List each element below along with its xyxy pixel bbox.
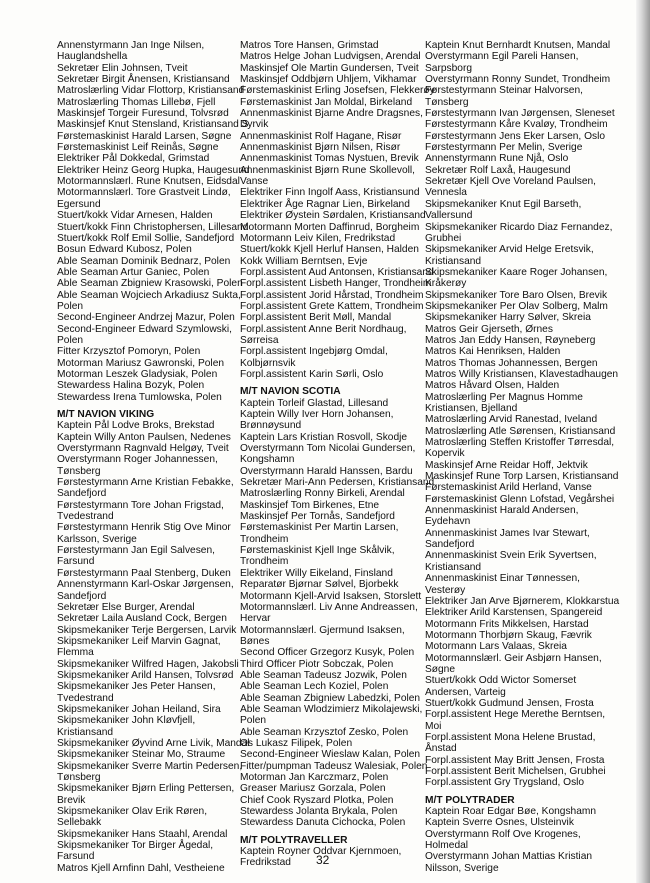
- text-line: Skipsmekaniker Arild Hansen, Tolvsrød: [57, 669, 234, 681]
- text-line: Vennesla: [425, 187, 467, 199]
- text-line: Tønsberg: [57, 772, 101, 783]
- text-line: Forpl.assistent Ingebjørg Omdal,: [240, 346, 388, 358]
- text-line: Polen: [57, 334, 84, 346]
- page-number: 32: [316, 853, 330, 867]
- text-line: Førstestyrmann Ivan Jørgensen, Sleneset: [425, 108, 615, 120]
- text-line: Kaptein Royner Oddvar Kjernmoen,: [240, 846, 402, 858]
- text-line: Førstestyrmann Per Melin, Sverige: [425, 142, 583, 154]
- text-line: Annenmaskinist Tomas Nystuen, Brevik: [240, 153, 419, 165]
- text-line: Matros Tore Hansen, Grimstad: [240, 40, 379, 51]
- text-line: Matroslærling Atle Sørensen, Kristiansand: [425, 425, 616, 437]
- text-line: Fitter Krzysztof Pomoryn, Polen: [57, 346, 201, 358]
- text-line: Skipsmekaniker Hans Staahl, Arendal: [57, 828, 228, 840]
- text-line: Stuert/kokk Odd Wictor Somerset: [425, 675, 577, 687]
- text-line: Overstyrmann Egil Pareli Hansen,: [425, 51, 579, 63]
- text-line: Eydehavn: [425, 516, 471, 528]
- text-line: Førstemaskinist Per Martin Larsen,: [240, 522, 399, 534]
- text-line: Stuert/kokk Finn Christophersen, Lillesand: [57, 221, 249, 233]
- text-line: Stewardess Jolanta Brykala, Polen: [240, 806, 398, 818]
- text-line: Førstestyrmann Jens Eker Larsen, Oslo: [425, 130, 606, 142]
- text-line: Second-Engineer Edward Szymlowski,: [57, 323, 232, 335]
- text-line: Matros Kjell Arnfinn Dahl, Vestheiene: [57, 862, 225, 874]
- text-line: Able Seaman Zbigniew Krasowski, Polen: [57, 278, 243, 290]
- text-line: Matroslærling Ronny Birkeli, Arendal: [240, 488, 405, 500]
- text-column-3: [425, 40, 625, 874]
- text-line: Sekretær Elin Johnsen, Tveit: [57, 62, 188, 74]
- text-line: Elektriker Heinz Georg Hupka, Haugesund: [57, 164, 250, 176]
- text-line: Stewardess Danuta Cichocka, Polen: [240, 817, 406, 829]
- text-line: Forpl.assistent Grete Kattem, Trondheim: [240, 300, 424, 312]
- text-line: Holmedal: [425, 840, 469, 852]
- text-line: Sandefjord: [57, 488, 107, 500]
- text-line: Matros Helge Johan Ludvigsen, Arendal: [240, 51, 421, 63]
- text-line: Skipsmekaniker Kaare Roger Johansen,: [425, 266, 608, 278]
- text-line: Maskinsjef Ole Martin Gundersen, Tveit: [240, 62, 419, 74]
- text-line: Elektriker Willy Eikeland, Finsland: [240, 567, 393, 579]
- text-line: Motormann Kjell-Arvid Isaksen, Storslett: [240, 590, 422, 602]
- text-line: Kristiansen, Bjelland: [425, 403, 518, 414]
- text-line: Stewardess Halina Bozyk, Polen: [57, 380, 205, 392]
- text-line: Polen: [57, 300, 84, 312]
- text-line: Annenmaskinist Bjarne Andre Dragsnes,: [240, 108, 423, 120]
- text-line: Kaptein Sverre Osnes, Ulsteinvik: [425, 817, 574, 829]
- text-line: Nilsson, Sverige: [425, 862, 499, 874]
- text-line: Overstyrmann Johan Mattias Kristian: [425, 851, 593, 863]
- text-line: Able Seaman Krzysztof Zesko, Polen: [240, 726, 409, 738]
- text-line: Matroslærling Arvid Ranestad, Iveland: [425, 414, 598, 426]
- text-line: Forpl.assistent May Britt Jensen, Frosta: [425, 754, 605, 766]
- text-line: Kaptein Pål Lodve Broks, Brekstad: [57, 420, 215, 432]
- text-line: Andersen, Varteig: [425, 686, 506, 698]
- text-line: Skipsmekaniker Harry Sølver, Skreia: [425, 312, 591, 324]
- text-line: Forpl.assistent Aud Antonsen, Kristiansand: [240, 266, 434, 278]
- text-line: Førstestyrmann Paal Stenberg, Duken: [57, 567, 231, 579]
- text-line: Annenmaskinist Rolf Hagane, Risør: [240, 130, 402, 142]
- text-line: Elektriker Åge Ragnar Lien, Birkeland: [240, 198, 410, 210]
- text-line: Reparatør Bjørnar Sølvel, Bjorbekk: [240, 579, 399, 591]
- text-line: Førstemaskinist Arild Herland, Vanse: [425, 482, 592, 494]
- text-line: Førstemaskinist Erling Josefsen, Flekkerøy: [240, 85, 435, 97]
- text-line: Kaptein Roar Edgar Bøe, Kongshamn: [425, 806, 597, 818]
- text-line: Førstestyrmann Henrik Stig Ove Minor: [57, 522, 231, 534]
- text-line: Able Seaman Artur Ganiec, Polen: [57, 266, 210, 278]
- text-line: Maskinsjef Oddbjørn Uhljem, Vikhamar: [240, 74, 417, 86]
- text-line: Egersund: [57, 198, 101, 210]
- text-line: Maskinsjef Knut Stensland, Kristiansand S: [57, 119, 249, 131]
- text-line: Brønnøysund: [240, 420, 302, 432]
- text-line: Forpl.assistent Mona Helene Brustad,: [425, 731, 596, 743]
- section-heading: M/T NAVION VIKING: [57, 409, 155, 420]
- text-line: Motormann Leiv Kilen, Fredrikstad: [240, 232, 396, 244]
- text-column-2: [240, 40, 440, 869]
- text-line: Forpl.assistent Berit Møll, Mandal: [240, 312, 392, 324]
- text-line: Sekretær Birgit Ånensen, Kristiansand: [57, 74, 230, 86]
- text-line: Motormann Frits Mikkelsen, Harstad: [425, 618, 589, 630]
- text-line: Elektriker Jan Arve Bjørnerem, Klokkarstua: [425, 595, 620, 607]
- text-line: Forpl.assistent Karin Sørli, Oslo: [240, 368, 384, 380]
- text-line: Matroslærling Thomas Lillebø, Fjell: [57, 96, 216, 108]
- text-line: Motormannslærl. Liv Anne Andreassen,: [240, 601, 418, 613]
- section-heading: M/T POLYTRADER: [425, 794, 515, 806]
- text-line: Sandefjord: [57, 590, 107, 602]
- text-line: Maskinsjef Tom Birkenes, Etne: [240, 499, 380, 511]
- text-line: Matros Geir Gjerseth, Ørnes: [425, 323, 553, 335]
- text-line: Overstyrmann Ronny Sundet, Trondheim: [425, 74, 611, 86]
- text-line: Førstemaskinist Leif Reinås, Søgne: [57, 142, 219, 154]
- text-line: Vallersund: [425, 210, 473, 222]
- text-line: Annenmaskinist Bjørn Rune Skollevoll,: [240, 164, 415, 176]
- text-line: Kristiansand: [425, 561, 482, 573]
- text-line: Dyrvik: [240, 119, 269, 131]
- text-line: Chief Cook Ryszard Plotka, Polen: [240, 794, 394, 806]
- text-line: Motorman Jan Karczmarz, Polen: [240, 772, 389, 783]
- text-line: Maskinsjef Arne Reidar Hoff, Jektvik: [425, 459, 588, 471]
- text-line: Sellebakk: [57, 817, 102, 829]
- text-line: Overstyrmann Ragnvald Helgøy, Tveit: [57, 443, 229, 455]
- text-line: Stuert/kokk Kjell Herluf Hansen, Halden: [240, 244, 419, 256]
- text-line: Skipsmekaniker Wilfred Hagen, Jakobsli: [57, 658, 239, 670]
- text-line: Fitter/pumpman Tadeusz Walesiak, Polen: [240, 760, 428, 772]
- text-line: Førstestyrmann Tore Johan Frigstad,: [57, 499, 224, 511]
- text-line: Grubhei: [425, 232, 462, 244]
- text-line: Able Seaman Dominik Bednarz, Polen: [57, 255, 231, 267]
- text-line: Second-Engineer Andrzej Mazur, Polen: [57, 312, 235, 324]
- text-line: Able Seaman Wojciech Arkadiusz Sukta,: [57, 289, 241, 301]
- text-line: Kopervik: [425, 448, 465, 460]
- text-line: Trondheim: [240, 556, 289, 568]
- text-line: Førstemaskinist Harald Larsen, Søgne: [57, 130, 232, 142]
- text-line: Motormannslærl. Tore Grastveit Lindø,: [57, 187, 231, 199]
- text-line: Able Seaman Tadeusz Jozwik, Polen: [240, 669, 407, 681]
- text-line: Skipsmekaniker Olav Erik Røren,: [57, 806, 208, 818]
- text-line: Forpl.assistent Anne Berit Nordhaug,: [240, 323, 407, 335]
- text-line: Skipsmekaniker Bjørn Erling Pettersen,: [57, 783, 235, 795]
- text-line: Motormann Morten Daffinrud, Borgheim: [240, 221, 420, 233]
- section-heading: M/T POLYTRAVELLER: [240, 834, 348, 846]
- text-line: Maskinsjef Per Tornås, Sandefjord: [240, 511, 395, 523]
- text-line: Stuert/kokk Rolf Emil Sollie, Sandefjord: [57, 232, 235, 244]
- text-line: Sandefjord: [425, 539, 475, 551]
- text-line: Forpl.assistent Gry Trygsland, Oslo: [425, 777, 585, 789]
- text-line: Elektriker Finn Ingolf Aass, Kristiansund: [240, 187, 420, 199]
- text-line: Polen: [240, 715, 267, 727]
- text-line: Sekretær Else Burger, Arendal: [57, 601, 195, 613]
- text-line: Kaptein Lars Kristian Rosvoll, Skodje: [240, 431, 408, 443]
- text-line: Kråkerøy: [425, 278, 467, 290]
- text-line: Hauglandshella: [57, 51, 128, 63]
- text-line: Greaser Mariusz Gorzala, Polen: [240, 783, 386, 795]
- text-line: Kristiansand: [57, 726, 114, 738]
- text-line: Tvedestrand: [57, 511, 114, 523]
- text-line: Forpl.assistent Berit Michelsen, Grubhei: [425, 766, 606, 777]
- text-line: Tønsberg: [57, 465, 101, 477]
- text-line: Tvedestrand: [57, 692, 114, 704]
- text-line: Matros Jan Eddy Hansen, Røyneberg: [425, 334, 596, 346]
- text-line: Matros Kai Henriksen, Halden: [425, 346, 561, 358]
- text-line: Skipsmekaniker Arvid Helge Eretsvik,: [425, 244, 594, 256]
- text-line: Kokk William Berntsen, Evje: [240, 255, 368, 267]
- text-line: Matroslærling Steffen Kristoffer Tørresdal,: [425, 437, 615, 449]
- text-line: Førstestyrmann Steinar Halvorsen,: [425, 85, 583, 97]
- text-line: Skipsmekaniker Per Olav Solberg, Malm: [425, 300, 608, 312]
- text-line: Sarpsborg: [425, 62, 473, 74]
- text-line: Forpl.assistent Jorid Hårstad, Trondheim: [240, 289, 424, 301]
- text-line: Førstestyrmann Jan Egil Salvesen,: [57, 545, 215, 557]
- text-line: Kolbjørnsvik: [240, 357, 296, 369]
- text-line: Skipsmekaniker Tor Birger Ågedal,: [57, 840, 214, 852]
- text-line: Skipsmekaniker Leif Marvin Gagnat,: [57, 635, 221, 647]
- text-line: Karlsson, Sverige: [57, 533, 137, 545]
- text-line: Motormann Lars Valaas, Skreia: [425, 641, 567, 653]
- text-line: Motormannslærl. Gjermund Isaksen,: [240, 624, 405, 636]
- text-line: Annenmaskinist James Ivar Stewart,: [425, 527, 590, 539]
- text-line: Annenmaskinist Harald Andersen,: [425, 505, 579, 517]
- text-line: Kaptein Knut Bernhardt Knutsen, Mandal: [425, 40, 611, 51]
- text-line: Third Officer Piotr Sobczak, Polen: [240, 658, 394, 670]
- text-line: Skipsmekaniker Jes Peter Hansen,: [57, 681, 216, 693]
- text-line: Førstestyrmann Kåre Kvaløy, Trondheim: [425, 119, 608, 131]
- text-line: Farsund: [57, 556, 95, 568]
- text-line: Matros Thomas Johannessen, Bergen: [425, 357, 598, 369]
- text-line: Kaptein Willy Iver Horn Johansen,: [240, 409, 394, 420]
- text-line: Førstemaskinist Kjell Inge Skålvik,: [240, 545, 395, 557]
- text-line: Able Seaman Lech Koziel, Polen: [240, 681, 389, 693]
- text-line: Stewardess Irena Tumlowska, Polen: [57, 391, 222, 403]
- text-line: Overstyrmann Harald Hanssen, Bardu: [240, 465, 413, 477]
- text-line: Motormannslærl. Geir Asbjørn Hansen,: [425, 652, 602, 664]
- text-line: Fredrikstad: [240, 857, 291, 869]
- text-line: Bønes: [240, 635, 270, 647]
- text-line: Ånstad: [425, 743, 457, 755]
- text-line: Flemma: [57, 647, 94, 659]
- text-line: Annenmaskinist Einar Tønnessen,: [425, 573, 580, 585]
- text-line: Able Seaman Zbigniew Labedzki, Polen: [240, 692, 421, 704]
- text-line: Skipsmekaniker Øyvind Arne Livik, Mandal: [57, 737, 250, 749]
- text-line: Matros Håvard Olsen, Halden: [425, 380, 560, 392]
- text-line: Førstemaskinist Jan Moldal, Birkeland: [240, 96, 413, 108]
- text-line: Forpl.assistent Hege Merethe Berntsen,: [425, 709, 606, 721]
- text-line: Hervar: [240, 613, 271, 625]
- text-line: Skipsmekaniker Ricardo Diaz Fernandez,: [425, 221, 613, 233]
- text-line: Elektriker Øystein Sørdalen, Kristiansand: [240, 210, 426, 222]
- text-line: Elektriker Arild Karstensen, Spangereid: [425, 607, 603, 619]
- text-line: Brevik: [57, 794, 86, 806]
- text-line: Maskinsjef Torgeir Furesund, Tolvsrød: [57, 108, 229, 120]
- text-line: Moi: [425, 720, 442, 732]
- text-line: Skipsmekaniker Steinar Mo, Straume: [57, 749, 226, 761]
- text-line: Second-Engineer Wieslaw Kalan, Polen: [240, 749, 421, 761]
- text-line: Matroslærling Per Magnus Homme: [425, 391, 583, 403]
- text-line: Skipsmekaniker Tore Baro Olsen, Brevik: [425, 289, 608, 301]
- text-line: Tønsberg: [425, 96, 469, 108]
- text-line: Elektriker Pål Dokkedal, Grimstad: [57, 153, 210, 165]
- text-line: Sekretær Kjell Ove Voreland Paulsen,: [425, 176, 597, 188]
- section-heading: M/T NAVION SCOTIA: [240, 386, 341, 398]
- text-line: Os Lukasz Filipek, Polen: [240, 737, 353, 749]
- text-line: Farsund: [57, 851, 95, 863]
- text-line: Annenstyrmann Karl-Oskar Jørgensen,: [57, 579, 234, 591]
- text-line: Motorman Mariusz Gawronski, Polen: [57, 357, 225, 369]
- text-line: Annenmaskinist Svein Erik Syvertsen,: [425, 550, 597, 562]
- text-line: Sørreisa: [240, 334, 279, 346]
- text-line: Kongshamn: [240, 454, 295, 466]
- text-line: Kristiansand: [425, 255, 482, 267]
- text-line: Sekretær Mari-Ann Pedersen, Kristiansand: [240, 477, 435, 489]
- text-line: Motormann Thorbjørn Skaug, Fævrik: [425, 629, 592, 641]
- text-line: Annenmaskinist Bjørn Nilsen, Risør: [240, 142, 401, 154]
- text-line: Skipsmekaniker Johan Heiland, Sira: [57, 703, 221, 715]
- text-line: Førstestyrmann Arne Kristian Febakke,: [57, 477, 234, 489]
- text-line: Forpl.assistent Lisbeth Hanger, Trondheim: [240, 278, 432, 290]
- text-line: Vanse: [240, 176, 269, 188]
- text-line: Motormannslærl. Rune Knutsen, Eidsdal: [57, 176, 240, 188]
- text-column-1: [57, 40, 257, 874]
- text-line: Matroslærling Vidar Flottorp, Kristiansand: [57, 85, 245, 97]
- text-line: Bosun Edward Kubosz, Polen: [57, 244, 192, 256]
- text-line: Maskinsjef Rune Torp Larsen, Kristiansand: [425, 471, 619, 483]
- text-line: Sekretær Rolf Laxå, Haugesund: [425, 164, 571, 176]
- text-line: Skipsmekaniker Sverre Martin Pedersen,: [57, 760, 243, 772]
- text-line: Vesterøy: [425, 584, 466, 596]
- text-line: Overstyrmann Rolf Ove Krogenes,: [425, 828, 581, 840]
- text-line: Second Officer Grzegorz Kusyk, Polen: [240, 647, 415, 659]
- text-line: Skipsmekaniker Terje Bergersen, Larvik: [57, 624, 237, 636]
- text-line: Kaptein Torleif Glastad, Lillesand: [240, 397, 389, 409]
- text-line: Skipsmekaniker John Kløvfjell,: [57, 715, 196, 727]
- text-line: Matros Willy Kristiansen, Klavestadhaugen: [425, 368, 619, 380]
- text-line: Annenstyrmann Jan Inge Nilsen,: [57, 40, 205, 51]
- text-line: Stuert/kokk Vidar Arnesen, Halden: [57, 210, 213, 222]
- scan-binding-shadow: [636, 0, 650, 883]
- text-line: Kaptein Willy Anton Paulsen, Nedenes: [57, 431, 231, 443]
- text-line: Stuert/kokk Gudmund Jensen, Frosta: [425, 697, 594, 709]
- text-line: Annenstyrmann Rune Njå, Oslo: [425, 153, 569, 165]
- text-line: Skipsmekaniker Knut Egil Barseth,: [425, 198, 582, 210]
- text-line: Sekretær Laila Ausland Cock, Bergen: [57, 613, 227, 625]
- text-line: Overstyrmann Roger Johannessen,: [57, 454, 218, 466]
- text-line: Søgne: [425, 663, 456, 675]
- text-line: Førstemaskinist Glenn Lofstad, Vegårshei: [425, 493, 615, 505]
- text-line: Motorman Leszek Gladysiak, Polen: [57, 368, 218, 380]
- text-line: Able Seaman Wlodzimierz Mikolajewski,: [240, 703, 423, 715]
- text-line: Overstyrmann Tom Nicolai Gundersen,: [240, 443, 416, 455]
- text-line: Trondheim: [240, 533, 289, 545]
